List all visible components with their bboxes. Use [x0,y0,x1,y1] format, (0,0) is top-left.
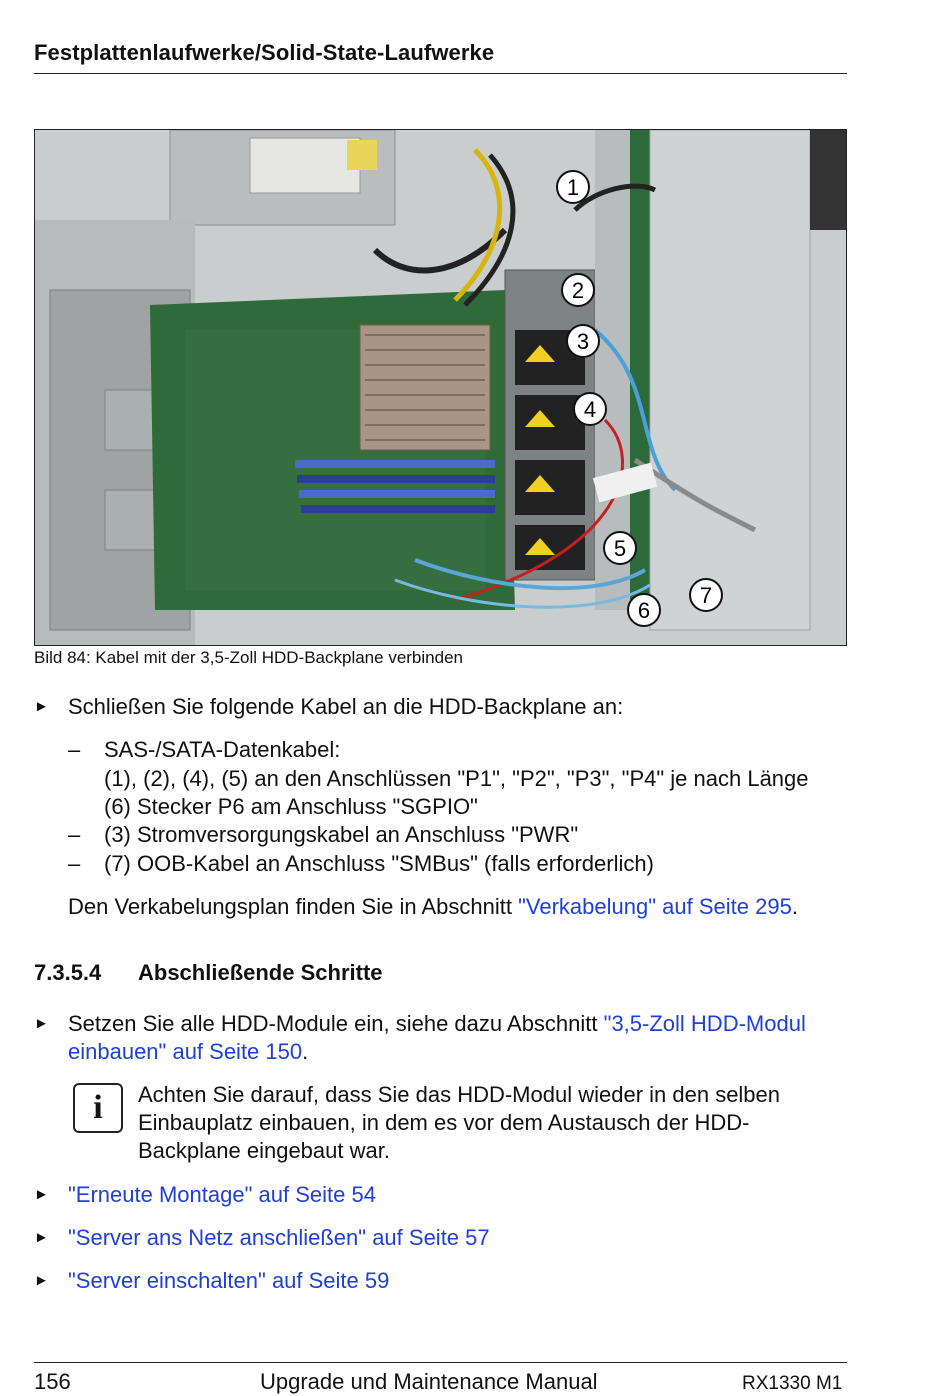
cabling-plan-text: Den Verkabelungsplan finden Sie in Abschnitt [68,894,519,919]
install-modules-line2 [68,1037,308,1066]
install-modules-text: Setzen Sie alle HDD-Module ein, siehe dazu Abschnitt [68,1011,604,1036]
page-number: 156 [34,1369,71,1394]
info-note-line3: Backplane eingebaut war. [138,1138,390,1163]
cable-item-power: (3) Stromversorgungskabel an Anschluss "PWR" [104,822,579,847]
bullet-arrow-icon: ► [34,1186,49,1203]
bullet-arrow-icon: ► [34,1272,49,1289]
install-modules-link-cont[interactable]: einbauen" auf Seite 150 [68,1039,303,1064]
cable-item-sas-ports: (1), (2), (4), (5) an den Anschlüssen "P1", "P2", "P3", "P4" je nach Länge [104,766,809,791]
install-modules-link[interactable]: "3,5-Zoll HDD-Modul [603,1011,806,1036]
callout-5: 5 [613,536,627,561]
callout-2: 2 [571,278,585,303]
bullet-arrow-icon: ► [34,698,49,715]
callout-1: 1 [566,175,580,200]
server-interior-illustration [35,130,846,645]
cable-item-oob: (7) OOB-Kabel an Anschluss "SMBus" (falls erforderlich) [104,851,654,876]
cable-item-sas: SAS-/SATA-Datenkabel: [104,737,341,762]
cabling-plan-paragraph [68,892,798,921]
callout-3: 3 [576,329,590,354]
link-server-netz[interactable]: "Server ans Netz anschließen" auf Seite 57 [68,1225,490,1250]
dash-marker: – [68,737,81,762]
instruction-step: Schließen Sie folgende Kabel an die HDD-Backplane an: [68,694,624,719]
link-erneute-montage[interactable]: "Erneute Montage" auf Seite 54 [68,1182,376,1207]
info-note-line2: Einbauplatz einbauen, in dem es vor dem Austausch der HDD- [138,1110,750,1135]
cabling-plan-period: . [791,894,798,919]
link-server-einschalten[interactable]: "Server einschalten" auf Seite 59 [68,1268,390,1293]
footer-manual-title: Upgrade und Maintenance Manual [260,1369,598,1394]
section-number: 7.3.5.4 [34,960,102,985]
footer-rule [34,1362,847,1363]
bullet-arrow-icon: ► [34,1015,49,1032]
page-header-title: Festplattenlaufwerke/Solid-State-Laufwerke [34,40,495,65]
cabling-plan-link[interactable]: "Verkabelung" auf Seite 295 [518,894,792,919]
header-rule [34,73,847,74]
callout-4: 4 [583,397,597,422]
install-modules-period: . [302,1039,309,1064]
figure-caption: Bild 84: Kabel mit der 3,5-Zoll HDD-Backplane verbinden [34,648,463,667]
info-note-line1: Achten Sie darauf, dass Sie das HDD-Modul wieder in den selben [138,1082,781,1107]
callout-7: 7 [699,583,713,608]
callout-6: 6 [637,598,651,623]
footer-model: RX1330 M1 [742,1373,843,1394]
server-photo [34,129,847,646]
bullet-arrow-icon: ► [34,1229,49,1246]
cable-item-sgpio: (6) Stecker P6 am Anschluss "SGPIO" [104,794,478,819]
info-icon: i [73,1083,123,1133]
dash-marker: – [68,851,81,876]
section-title: Abschließende Schritte [138,960,383,985]
dash-marker: – [68,822,81,847]
install-modules-line1 [68,1009,806,1038]
